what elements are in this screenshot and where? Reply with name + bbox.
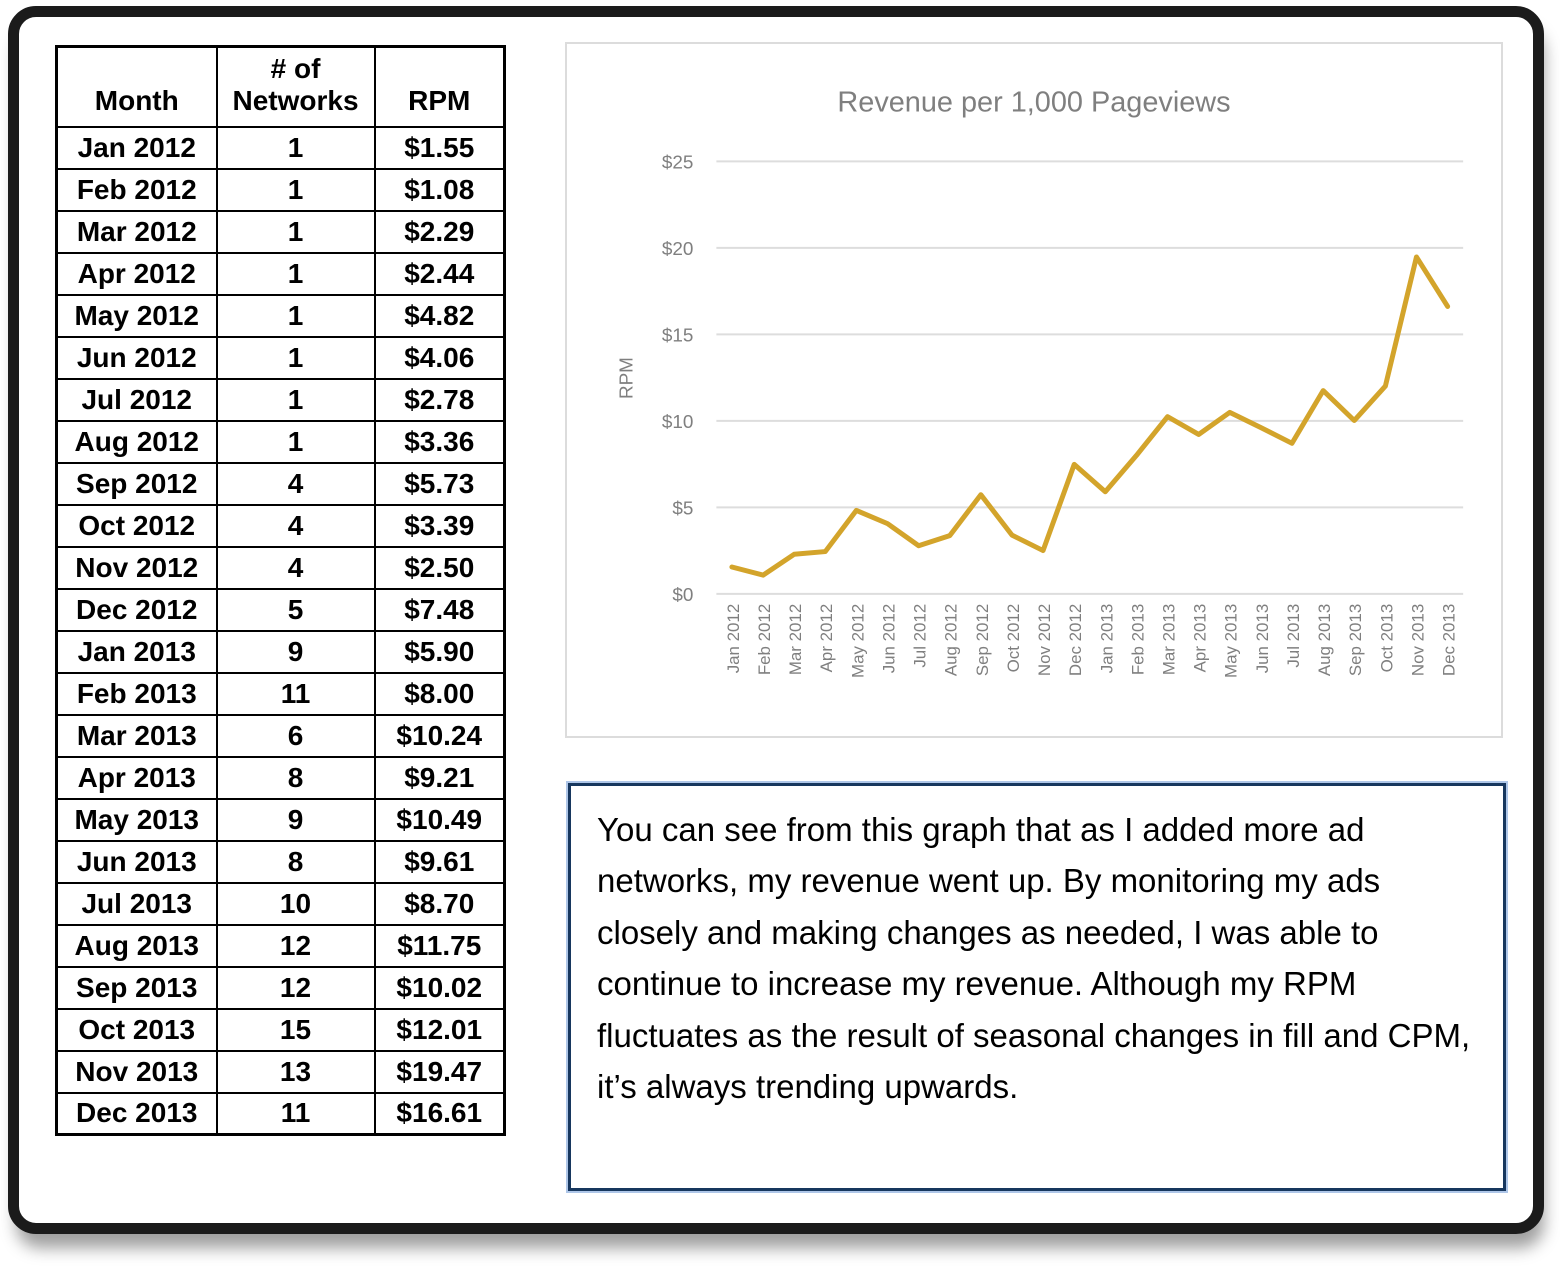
cell-networks: 15 [217, 1009, 375, 1051]
cell-month: Jul 2013 [57, 883, 217, 925]
cell-rpm: $1.08 [375, 169, 505, 211]
cell-month: Dec 2013 [57, 1093, 217, 1135]
cell-rpm: $10.24 [375, 715, 505, 757]
cell-rpm: $3.36 [375, 421, 505, 463]
cell-month: Feb 2012 [57, 169, 217, 211]
cell-networks: 10 [217, 883, 375, 925]
table-row [57, 337, 505, 379]
table-header-networks: # of Networks [217, 47, 375, 127]
cell-month: Oct 2012 [57, 505, 217, 547]
cell-networks: 4 [217, 505, 375, 547]
cell-networks: 9 [217, 631, 375, 673]
y-axis-title: RPM [616, 357, 638, 400]
cell-networks: 9 [217, 799, 375, 841]
table-row [57, 589, 505, 631]
cell-rpm: $2.78 [375, 379, 505, 421]
cell-networks: 11 [217, 673, 375, 715]
rpm-series-line [732, 257, 1448, 575]
chart-panel [565, 42, 1503, 738]
cell-rpm: $2.50 [375, 547, 505, 589]
cell-networks: 12 [217, 925, 375, 967]
cell-rpm: $7.48 [375, 589, 505, 631]
x-axis-tick-label: Oct 2013 [1377, 603, 1397, 673]
cell-networks: 4 [217, 463, 375, 505]
x-axis-tick-label: Nov 2013 [1408, 603, 1428, 677]
x-axis-tick-label: Sep 2012 [972, 603, 992, 677]
cell-month: May 2013 [57, 799, 217, 841]
x-axis-tick-label: May 2013 [1221, 603, 1241, 678]
table-row [57, 967, 505, 1009]
note-box [568, 783, 1506, 1191]
x-axis-tick-label: Feb 2013 [1128, 603, 1148, 676]
table-row [57, 757, 505, 799]
x-axis-tick-label: Apr 2012 [817, 603, 837, 673]
cell-rpm: $12.01 [375, 1009, 505, 1051]
table-row [57, 169, 505, 211]
cell-networks: 13 [217, 1051, 375, 1093]
x-axis-tick-label: May 2012 [848, 603, 868, 678]
x-axis-tick-label: Dec 2012 [1066, 603, 1086, 677]
cell-networks: 1 [217, 211, 375, 253]
table-header [57, 47, 505, 127]
y-axis-tick-label: $25 [661, 152, 694, 174]
table-header-row [57, 47, 505, 127]
x-axis-tick-label: Jun 2013 [1252, 603, 1272, 674]
table-row [57, 715, 505, 757]
cell-rpm: $5.90 [375, 631, 505, 673]
cell-rpm: $2.44 [375, 253, 505, 295]
table-header-rpm: RPM [375, 47, 505, 127]
y-axis-tick-label: $15 [661, 325, 694, 347]
x-axis-tick-label: Oct 2012 [1003, 603, 1023, 673]
x-axis-tick-label: Apr 2013 [1190, 603, 1210, 673]
table-body [57, 127, 505, 1135]
table-row [57, 211, 505, 253]
x-axis-tick-label: Dec 2013 [1439, 603, 1459, 677]
y-axis-tick-label: $5 [672, 498, 694, 520]
cell-month: Jul 2012 [57, 379, 217, 421]
cell-rpm: $10.49 [375, 799, 505, 841]
cell-month: Nov 2013 [57, 1051, 217, 1093]
table-row [57, 421, 505, 463]
rpm-line-chart [567, 44, 1501, 736]
cell-rpm: $9.21 [375, 757, 505, 799]
cell-networks: 1 [217, 337, 375, 379]
rpm-table [55, 45, 506, 1136]
cell-rpm: $2.29 [375, 211, 505, 253]
cell-rpm: $3.39 [375, 505, 505, 547]
table-row [57, 379, 505, 421]
x-axis-tick-label: Nov 2012 [1035, 603, 1055, 677]
table-row [57, 463, 505, 505]
table-row [57, 1009, 505, 1051]
cell-month: May 2012 [57, 295, 217, 337]
cell-month: Jan 2013 [57, 631, 217, 673]
cell-rpm: $4.06 [375, 337, 505, 379]
cell-rpm: $8.70 [375, 883, 505, 925]
y-axis-tick-label: $10 [661, 411, 694, 433]
table-row [57, 295, 505, 337]
table-row [57, 1093, 505, 1135]
note-text: You can see from this graph that as I added more ad networks, my revenue went up. By monitoring my ads closely and making changes as needed, I was able to continue to increase my revenue. Although my RPM fluctuates as the result of seasonal changes in fill and CPM, it’s always trending upwards. [597, 811, 1471, 1106]
table-row [57, 127, 505, 169]
chart-title: Revenue per 1,000 Pageviews [837, 86, 1231, 119]
cell-month: Sep 2013 [57, 967, 217, 1009]
cell-rpm: $9.61 [375, 841, 505, 883]
cell-networks: 1 [217, 169, 375, 211]
y-axis-tick-label: $20 [661, 238, 694, 260]
table-row [57, 631, 505, 673]
cell-month: Mar 2013 [57, 715, 217, 757]
cell-rpm: $10.02 [375, 967, 505, 1009]
x-axis-tick-label: Mar 2013 [1159, 603, 1179, 676]
cell-month: Jun 2013 [57, 841, 217, 883]
table-row [57, 1051, 505, 1093]
x-axis-tick-label: Jan 2013 [1097, 603, 1117, 674]
x-axis-tick-label: Jul 2013 [1283, 603, 1303, 668]
table-row [57, 253, 505, 295]
cell-rpm: $11.75 [375, 925, 505, 967]
table-row [57, 673, 505, 715]
cell-networks: 1 [217, 379, 375, 421]
cell-rpm: $5.73 [375, 463, 505, 505]
table-row [57, 547, 505, 589]
cell-rpm: $19.47 [375, 1051, 505, 1093]
cell-month: Apr 2012 [57, 253, 217, 295]
cell-rpm: $16.61 [375, 1093, 505, 1135]
table-row [57, 841, 505, 883]
table-row [57, 505, 505, 547]
x-axis-tick-label: Aug 2013 [1315, 603, 1335, 677]
cell-month: Mar 2012 [57, 211, 217, 253]
cell-networks: 1 [217, 127, 375, 169]
cell-rpm: $8.00 [375, 673, 505, 715]
cell-month: Jan 2012 [57, 127, 217, 169]
cell-month: Aug 2012 [57, 421, 217, 463]
table-row [57, 883, 505, 925]
cell-networks: 6 [217, 715, 375, 757]
cell-month: Feb 2013 [57, 673, 217, 715]
table-row [57, 799, 505, 841]
x-axis-tick-label: Mar 2012 [786, 603, 806, 676]
cell-networks: 8 [217, 757, 375, 799]
cell-month: Sep 2012 [57, 463, 217, 505]
cell-networks: 4 [217, 547, 375, 589]
cell-month: Aug 2013 [57, 925, 217, 967]
cell-networks: 8 [217, 841, 375, 883]
cell-networks: 5 [217, 589, 375, 631]
cell-networks: 12 [217, 967, 375, 1009]
x-axis-tick-label: Aug 2012 [941, 603, 961, 677]
x-axis-tick-label: Feb 2012 [754, 603, 775, 676]
x-axis-tick-label: Jun 2012 [879, 603, 899, 674]
cell-networks: 1 [217, 295, 375, 337]
table-header-month: Month [57, 47, 217, 127]
cell-month: Oct 2013 [57, 1009, 217, 1051]
x-axis-tick-label: Jan 2012 [723, 603, 743, 674]
cell-rpm: $4.82 [375, 295, 505, 337]
x-axis-tick-label: Jul 2012 [910, 603, 930, 668]
cell-rpm: $1.55 [375, 127, 505, 169]
y-axis-tick-label: $0 [672, 584, 694, 606]
cell-networks: 11 [217, 1093, 375, 1135]
cell-month: Nov 2012 [57, 547, 217, 589]
cell-month: Jun 2012 [57, 337, 217, 379]
x-axis-tick-label: Sep 2013 [1346, 603, 1366, 677]
cell-networks: 1 [217, 421, 375, 463]
cell-networks: 1 [217, 253, 375, 295]
cell-month: Apr 2013 [57, 757, 217, 799]
table-row [57, 925, 505, 967]
cell-month: Dec 2012 [57, 589, 217, 631]
